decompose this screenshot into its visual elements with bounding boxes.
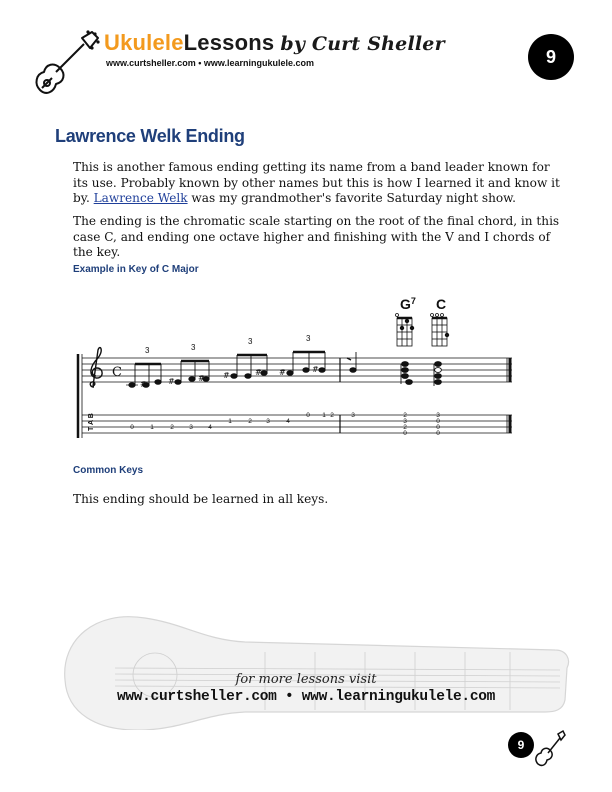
tab-chord2-num: 3 [436, 412, 440, 419]
tab-number: 1 [150, 424, 154, 431]
final-barline [507, 358, 510, 433]
example-heading: Example in Key of C Major [73, 264, 199, 275]
tab-number: 1 [322, 412, 326, 419]
svg-text:#: # [168, 377, 175, 386]
ukulele-watermark-icon [55, 600, 575, 730]
svg-text:#: # [312, 365, 319, 374]
chord-diagram-c [431, 314, 449, 347]
para1-text-after: was my grandmother's favorite Saturday night show. [187, 191, 516, 206]
footer-page-badge: 9 [508, 732, 534, 758]
footer-cta: for more lessons visit [235, 672, 377, 687]
chord-g7-notes [401, 362, 412, 385]
ukulele-logo-icon [32, 28, 102, 96]
note [189, 377, 195, 382]
time-signature: C [112, 365, 122, 380]
note [303, 368, 309, 373]
svg-text:#: # [255, 368, 262, 377]
tab-staff [82, 415, 512, 433]
svg-text:#: # [223, 371, 230, 380]
brand-title [104, 30, 445, 56]
paragraph-description: The ending is the chromatic scale starting on the root of the final chord, in this case C, and ending one octave higher and finishing with the V and I chords of the key. [73, 214, 560, 260]
svg-text:#: # [140, 380, 147, 389]
paragraph-intro [73, 160, 563, 207]
tab-number: 3 [189, 424, 193, 431]
tab-number: 4 [208, 424, 212, 431]
para1-text-before: This is another famous ending getting its name from a band leader known for its use. Probably known by other names but this is how I learned it and know it by. [73, 160, 560, 206]
section-title: Lawrence Welk Ending [55, 126, 245, 146]
triplet-label: 3 [306, 334, 311, 343]
tab-number: 0 [130, 424, 134, 431]
brand-part3: by Curt Sheller [280, 33, 445, 55]
footer-urls[interactable]: www.curtsheller.com • www.learningukulele.com [116, 689, 496, 705]
tab-number: 2 [248, 418, 252, 425]
tab-number: 3 [266, 418, 270, 425]
triplet-label: 3 [191, 343, 196, 352]
triplet-label: 3 [145, 346, 150, 355]
page-number-badge: 9 [528, 34, 574, 80]
svg-text:#: # [198, 374, 205, 383]
tab-chord2-num: 0 [436, 424, 440, 431]
quarter-note [347, 352, 356, 372]
note [261, 371, 267, 376]
tab-number: 2 [170, 424, 174, 431]
svg-text:#: # [279, 368, 286, 377]
note [231, 374, 237, 379]
footer-ukulele-icon [534, 728, 566, 768]
chord-name-c: C [436, 296, 447, 312]
tab-chord2-num: 0 [436, 418, 440, 425]
chord-diagram-g7 [396, 314, 414, 347]
tab-chord1-num: 0 [403, 430, 407, 437]
brand-part1: Ukulele [104, 30, 184, 55]
tab-chord2-num: 0 [436, 430, 440, 437]
chord-name-g7: $G^7$ [400, 296, 416, 312]
note [155, 380, 161, 385]
note [319, 368, 325, 373]
tab-chord1-num: 2 [403, 424, 407, 431]
common-keys-text: This ending should be learned in all keys. [73, 492, 329, 506]
common-keys-heading: Common Keys [73, 465, 144, 476]
header-urls: www.curtsheller.com • www.learningukulele.com [106, 58, 315, 68]
tab-label: T A B [88, 413, 95, 431]
chord-c-notes [434, 362, 441, 386]
tab-number: 2 [330, 412, 334, 419]
tab-number: 1 [228, 418, 232, 425]
lawrence-welk-link[interactable]: Lawrence Welk [93, 191, 188, 206]
brand-part2: Lessons [183, 30, 275, 55]
standard-staff [82, 358, 512, 382]
tab-number: 4 [286, 418, 290, 425]
note [245, 374, 251, 379]
tab-chord1-num: 3 [403, 418, 407, 425]
triplet-label: 3 [248, 337, 253, 346]
note [287, 371, 293, 376]
tab-number: 0 [306, 412, 310, 419]
music-notation [60, 288, 540, 448]
tab-final-note: 3 [351, 412, 355, 419]
treble-clef-icon [90, 348, 102, 387]
tab-chord1-num: 2 [403, 412, 407, 419]
note [175, 380, 181, 385]
system-bracket [78, 354, 82, 438]
notes-measure-1 [126, 352, 325, 389]
